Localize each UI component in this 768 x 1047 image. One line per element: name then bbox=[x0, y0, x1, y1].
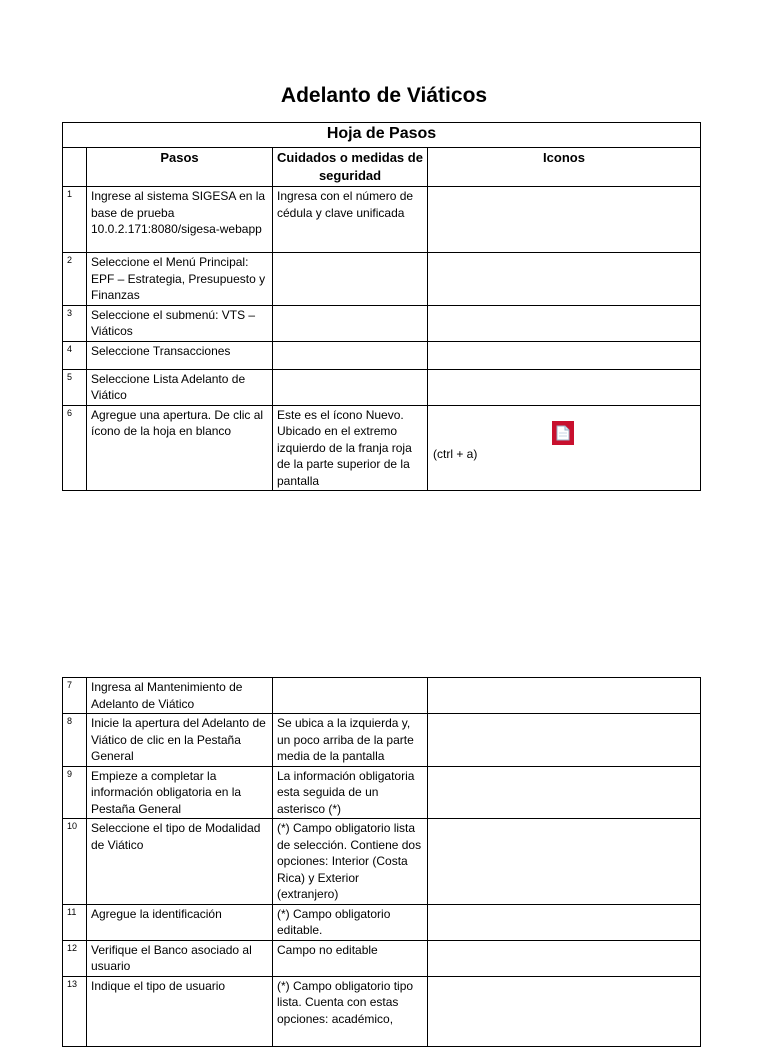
header-row bbox=[63, 148, 701, 187]
step-number: 7 bbox=[63, 678, 87, 714]
step-number: 10 bbox=[63, 819, 87, 905]
step-number: 4 bbox=[63, 341, 87, 369]
shortcut-label: (ctrl + a) bbox=[433, 446, 478, 461]
step-care bbox=[273, 678, 428, 714]
step-icon-cell bbox=[428, 766, 701, 819]
step-care: (*) Campo obligatorio lista de selección. Contiene dos opciones: Interior (Costa Rica) y Exterior (extranjero) bbox=[273, 819, 428, 905]
header-num bbox=[63, 148, 87, 187]
step-text: Seleccione Lista Adelanto de Viático bbox=[87, 369, 273, 405]
table-row bbox=[63, 819, 701, 905]
table-row bbox=[63, 940, 701, 976]
table-row bbox=[63, 341, 701, 369]
header-cuidados: Cuidados o medidas de seguridad bbox=[273, 148, 428, 187]
steps-table-page-1 bbox=[62, 122, 701, 491]
step-care: Se ubica a la izquierda y, un poco arriba de la parte media de la pantalla bbox=[273, 714, 428, 767]
step-text: Empieze a completar la información obligatoria en la Pestaña General bbox=[87, 766, 273, 819]
table-row bbox=[63, 369, 701, 405]
step-care: La información obligatoria esta seguida de un asterisco (*) bbox=[273, 766, 428, 819]
step-number: 8 bbox=[63, 714, 87, 767]
step-care bbox=[273, 341, 428, 369]
header-pasos: Pasos bbox=[87, 148, 273, 187]
table-row bbox=[63, 305, 701, 341]
step-care: (*) Campo obligatorio editable. bbox=[273, 904, 428, 940]
step-text: Agregue una apertura. De clic al ícono de la hoja en blanco bbox=[87, 405, 273, 491]
table-row bbox=[63, 253, 701, 306]
step-text: Indique el tipo de usuario bbox=[87, 976, 273, 1046]
step-text: Ingrese al sistema SIGESA en la base de prueba 10.0.2.171:8080/sigesa-webapp bbox=[87, 187, 273, 253]
step-icon-cell bbox=[428, 253, 701, 306]
step-number: 13 bbox=[63, 976, 87, 1046]
step-number: 5 bbox=[63, 369, 87, 405]
step-icon-cell bbox=[428, 904, 701, 940]
table-row bbox=[63, 714, 701, 767]
table-row bbox=[63, 678, 701, 714]
step-icon-cell bbox=[428, 940, 701, 976]
table-row bbox=[63, 904, 701, 940]
step-icon-cell bbox=[428, 305, 701, 341]
table-row bbox=[63, 187, 701, 253]
step-icon-cell bbox=[428, 819, 701, 905]
table-row bbox=[63, 976, 701, 1046]
sheet-title-row bbox=[63, 123, 701, 148]
step-text: Verifique el Banco asociado al usuario bbox=[87, 940, 273, 976]
table-row bbox=[63, 405, 701, 491]
table-row bbox=[63, 766, 701, 819]
step-text: Agregue la identificación bbox=[87, 904, 273, 940]
new-document-icon bbox=[552, 421, 574, 445]
steps-table-page-2 bbox=[62, 677, 701, 1047]
step-care bbox=[273, 253, 428, 306]
step-number: 3 bbox=[63, 305, 87, 341]
header-iconos: Iconos bbox=[428, 148, 701, 187]
step-number: 12 bbox=[63, 940, 87, 976]
sheet-title: Hoja de Pasos bbox=[63, 123, 701, 148]
step-icon-cell bbox=[428, 369, 701, 405]
step-text: Seleccione el Menú Principal: EPF – Estrategia, Presupuesto y Finanzas bbox=[87, 253, 273, 306]
step-icon-cell bbox=[428, 678, 701, 714]
step-text: Ingresa al Mantenimiento de Adelanto de Viático bbox=[87, 678, 273, 714]
step-text: Inicie la apertura del Adelanto de Viático de clic en la Pestaña General bbox=[87, 714, 273, 767]
step-number: 6 bbox=[63, 405, 87, 491]
step-text: Seleccione el tipo de Modalidad de Viático bbox=[87, 819, 273, 905]
step-number: 9 bbox=[63, 766, 87, 819]
step-number: 1 bbox=[63, 187, 87, 253]
step-icon-cell bbox=[428, 341, 701, 369]
step-number: 2 bbox=[63, 253, 87, 306]
step-text: Seleccione el submenú: VTS – Viáticos bbox=[87, 305, 273, 341]
step-care: Campo no editable bbox=[273, 940, 428, 976]
step-icon-cell bbox=[428, 405, 701, 491]
step-care bbox=[273, 305, 428, 341]
step-care: Este es el ícono Nuevo. Ubicado en el extremo izquierdo de la franja roja de la parte superior de la pantalla bbox=[273, 405, 428, 491]
step-care: (*) Campo obligatorio tipo lista. Cuenta con estas opciones: académico, bbox=[273, 976, 428, 1046]
step-number: 11 bbox=[63, 904, 87, 940]
step-icon-cell bbox=[428, 187, 701, 253]
step-care bbox=[273, 369, 428, 405]
step-icon-cell bbox=[428, 714, 701, 767]
document-title: Adelanto de Viáticos bbox=[280, 84, 488, 107]
step-icon-cell bbox=[428, 976, 701, 1046]
step-text: Seleccione Transacciones bbox=[87, 341, 273, 369]
step-care: Ingresa con el número de cédula y clave unificada bbox=[273, 187, 428, 253]
